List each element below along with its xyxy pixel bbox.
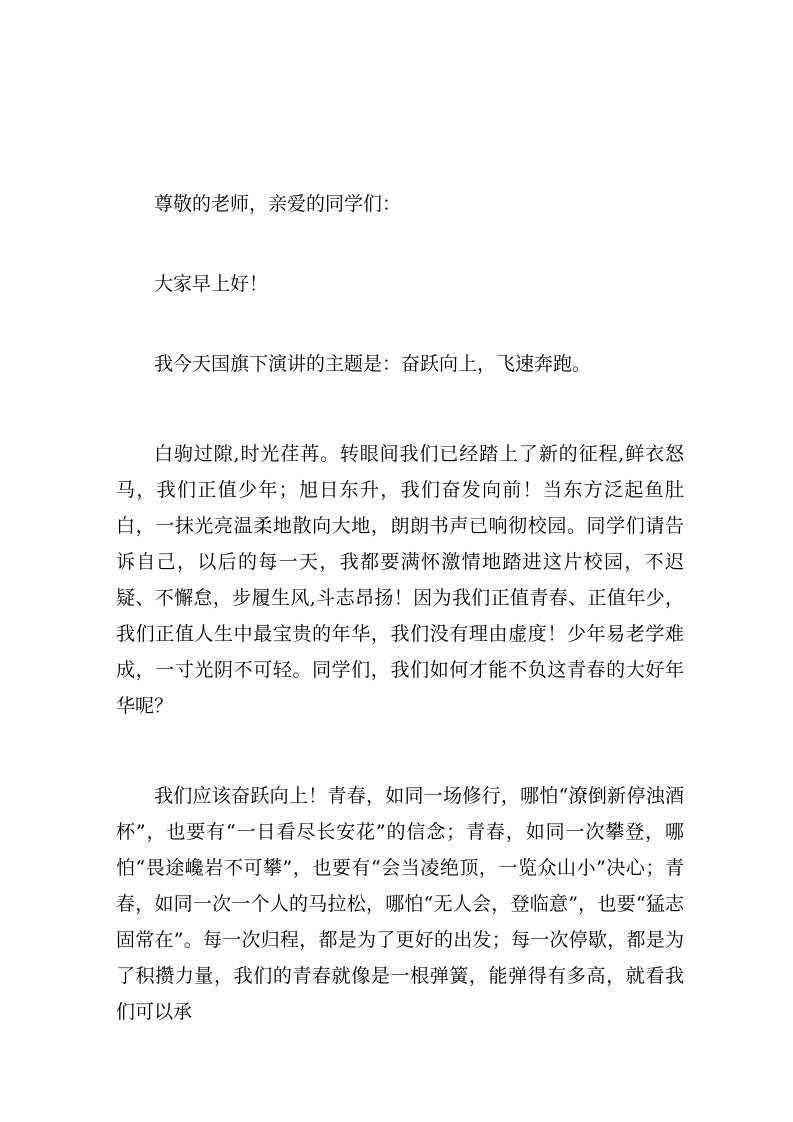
salutation: 尊敬的老师，亲爱的同学们： (154, 193, 402, 215)
speech-body (116, 186, 684, 1030)
greeting: 大家早上好！ (154, 273, 269, 295)
body-paragraph-2: 我们应该奋跃向上！青春，如同一场修行，哪怕“潦倒新停浊酒杯”，也要有“一日看尽长安花”的信念；青春，如同一次攀登，哪怕“畏途巉岩不可攀”，也要有“会当凌绝顶，一览众山小”决心；青春，如同一次一个人的马拉松，哪怕“无人会，登临意”，也要“猛志固常在”。每一次归程，都是为了更好的出发；每一次停歇，都是为了积攒力量，我们的青春就像是一根弹簧，能弹得有多高，就看我们可以承 (116, 785, 684, 1023)
body-paragraph-1: 白驹过隙,时光荏苒。转眼间我们已经踏上了新的征程,鲜衣怒马，我们正值少年；旭日东升，我们奋发向前！当东方泛起鱼肚白，一抹光亮温柔地散向大地，朗朗书声已响彻校园。同学们请告诉自己，以后的每一天，我都要满怀激情地踏进这片校园，不迟疑、不懈怠，步履生风,斗志昂扬！因为我们正值青春、正值年少，我们正值人生中最宝贵的年华，我们没有理由虚度！少年易老学难成，一寸光阴不可轻。同学们，我们如何才能不负这青春的大好年华呢？ (116, 443, 684, 717)
topic-statement: 我今天国旗下演讲的主题是：奋跃向上，飞速奔跑。 (154, 353, 592, 375)
